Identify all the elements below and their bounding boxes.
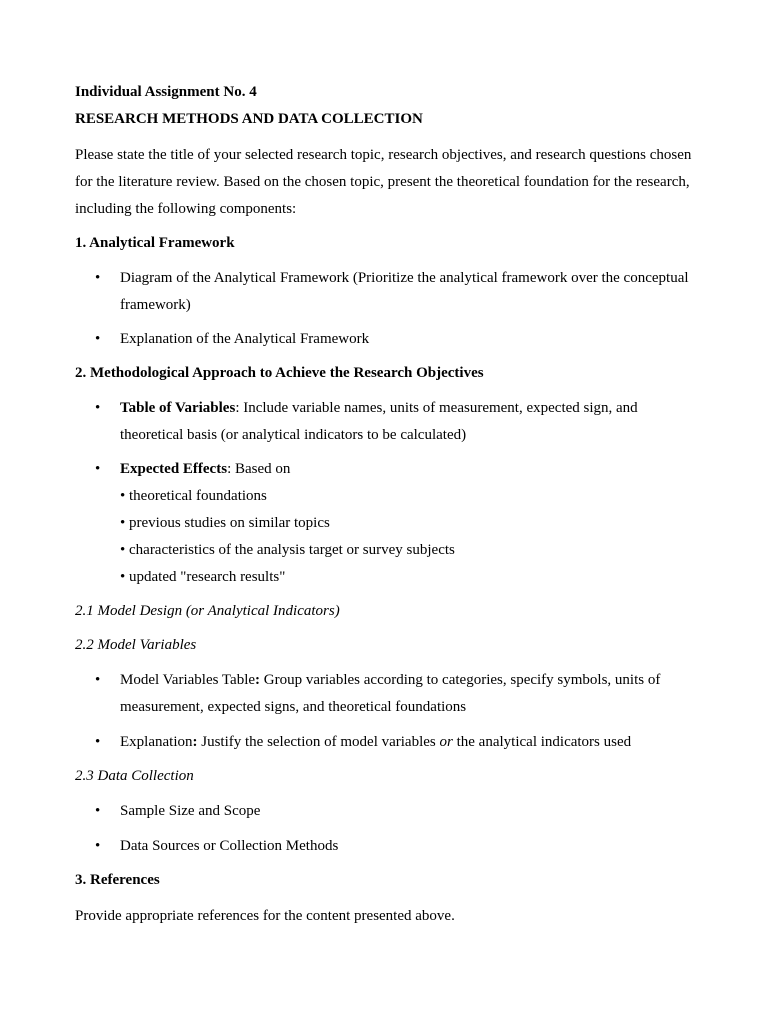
list-item-text: Sample Size and Scope: [120, 803, 261, 819]
list-item: [75, 456, 698, 591]
explanation-text-2: the analytical indicators used: [452, 734, 632, 750]
table-of-variables-label: Table of Variables: [120, 400, 236, 416]
section-1-heading: 1. Analytical Framework: [75, 235, 235, 251]
model-variables-table-label: Model Variables Table: [120, 672, 256, 688]
colon: :: [255, 672, 261, 688]
bullet-icon: •: [95, 803, 101, 819]
list-item-text: Diagram of the Analytical Framework (Prioritize the analytical framework over the conceptual framework): [120, 270, 689, 313]
list-item-text: Data Sources or Collection Methods: [120, 838, 339, 854]
explanation-text-1: Justify the selection of model variables: [197, 734, 440, 750]
expected-effects-text: : Based on: [227, 461, 291, 477]
list-item: [75, 326, 698, 353]
list-item: [75, 729, 698, 756]
assignment-title: Individual Assignment No. 4: [75, 84, 257, 100]
expected-effects-label: Expected Effects: [120, 461, 228, 477]
bullet-icon: •: [95, 838, 101, 854]
table-of-variables-text: : Include variable names, units of measurement, expected sign, and theoretical basis (or analytical indicators to be calculated): [120, 400, 638, 443]
list-item: [75, 667, 698, 721]
assignment-subtitle: RESEARCH METHODS AND DATA COLLECTION: [75, 111, 423, 127]
explanation-label: Explanation: [120, 734, 193, 750]
list-item: [75, 395, 698, 449]
explanation-or: or: [439, 734, 453, 750]
bullet-icon: •: [95, 331, 101, 347]
list-item: [75, 265, 698, 319]
section-2-list: [75, 395, 698, 591]
bullet-icon: •: [95, 672, 101, 688]
sub-list-item: • theoretical foundations: [120, 488, 267, 504]
section-3-heading: 3. References: [75, 872, 160, 888]
sub-list-item: • updated "research results": [120, 569, 286, 585]
bullet-icon: •: [95, 400, 101, 416]
subsection-2-1-heading: 2.1 Model Design (or Analytical Indicators): [75, 603, 340, 619]
bullet-icon: •: [95, 461, 101, 477]
list-item: [75, 833, 698, 860]
section-2-heading: 2. Methodological Approach to Achieve the Research Objectives: [75, 365, 484, 381]
list-item-text: Explanation of the Analytical Framework: [120, 331, 370, 347]
sub-list-item: • characteristics of the analysis target or survey subjects: [120, 542, 455, 558]
expected-effects-sublist: [120, 483, 698, 591]
section-1-list: [75, 265, 698, 353]
sub-list-item: • previous studies on similar topics: [120, 515, 330, 531]
subsection-2-3-list: [75, 798, 698, 860]
colon: :: [192, 734, 198, 750]
bullet-icon: •: [95, 270, 101, 286]
subsection-2-3-heading: 2.3 Data Collection: [75, 768, 194, 784]
subsection-2-2-list: [75, 667, 698, 756]
references-paragraph: Provide appropriate references for the content presented above.: [75, 908, 455, 924]
intro-paragraph: Please state the title of your selected research topic, research objectives, and research questions chosen for the literature review. Based on the chosen topic, present the theoretical foundation for the research, including the following components:: [75, 147, 692, 217]
subsection-2-2-heading: 2.2 Model Variables: [75, 637, 197, 653]
bullet-icon: •: [95, 734, 101, 750]
list-item: [75, 798, 698, 825]
model-variables-table-text: Group variables according to categories, specify symbols, units of measurement, expected signs, and theoretical foundations: [120, 672, 661, 715]
